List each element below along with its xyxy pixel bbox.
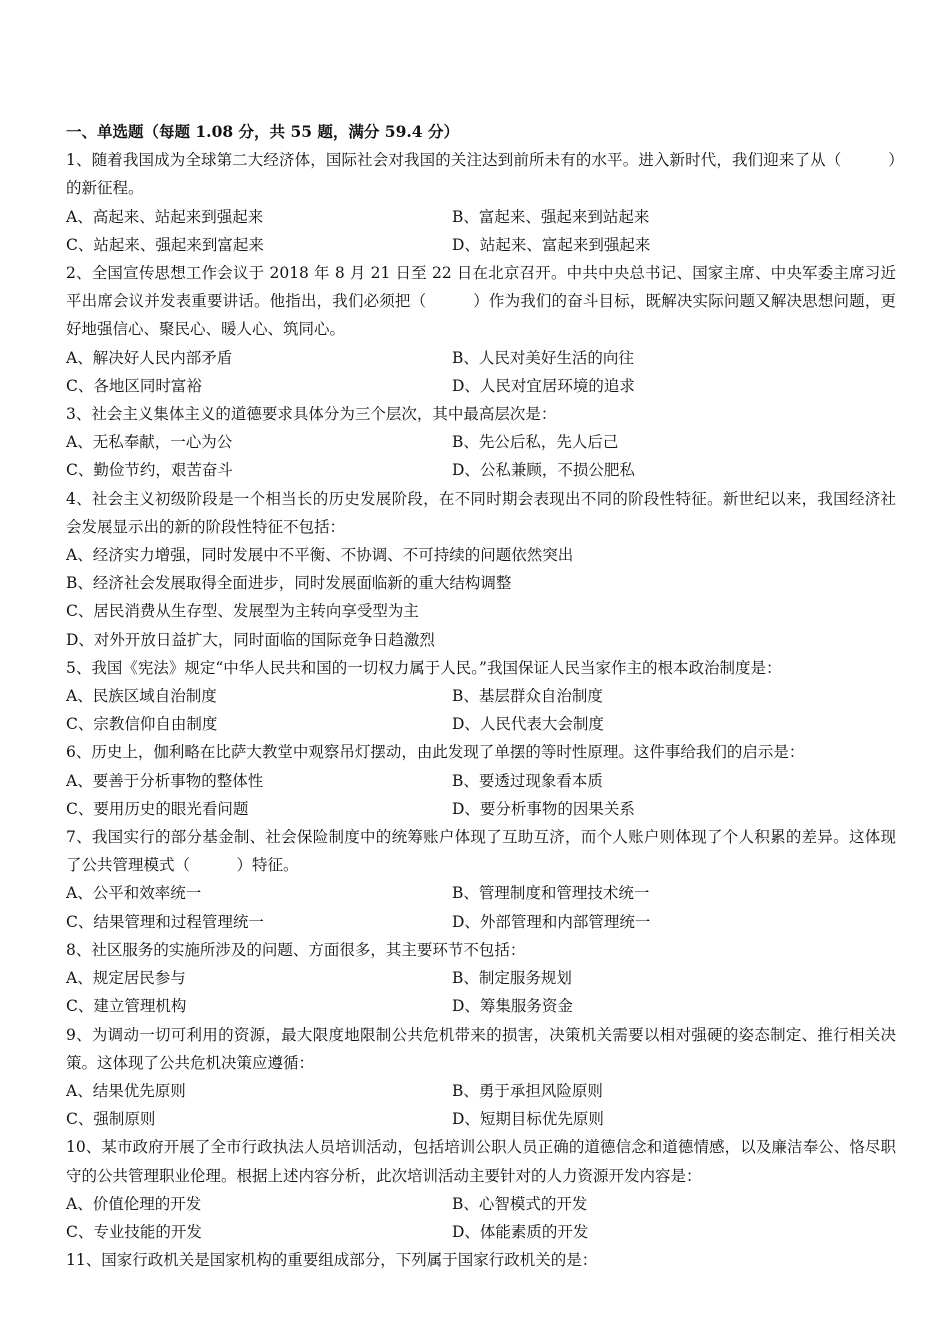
- question-6: [66, 738, 896, 823]
- option-c[interactable]: C、结果管理和过程管理统一: [66, 912, 264, 931]
- option-c[interactable]: C、要用历史的眼光看问题: [66, 799, 249, 818]
- option-d[interactable]: D、站起来、富起来到强起来: [452, 235, 651, 254]
- question-11: [66, 1246, 896, 1274]
- question-stem: 8、社区服务的实施所涉及的问题、方面很多，其主要环节不包括：: [66, 940, 526, 959]
- option-a[interactable]: A、解决好人民内部矛盾: [66, 348, 233, 367]
- option-c[interactable]: C、站起来、强起来到富起来: [66, 235, 264, 254]
- question-stem: 10、某市政府开展了全市行政执法人员培训活动，包括培训公职人员正确的道德信念和道德情感，以及廉洁奉公、恪尽职守的公共管理职业伦理。根据上述内容分析，此次培训活动主要针对的人力资源开发内容是：: [66, 1138, 896, 1185]
- option-c[interactable]: C、强制原则: [66, 1110, 156, 1129]
- option-a[interactable]: A、高起来、站起来到强起来: [66, 207, 264, 226]
- option-c[interactable]: C、各地区同时富裕: [66, 376, 202, 395]
- option-d[interactable]: D、筹集服务资金: [452, 997, 573, 1016]
- question-10: [66, 1133, 896, 1246]
- option-a[interactable]: A、无私奉献，一心为公: [66, 433, 233, 452]
- option-d[interactable]: D、外部管理和内部管理统一: [452, 912, 651, 931]
- question-stem: 2、全国宣传思想工作会议于 2018 年 8 月 21 日至 22 日在北京召开。中共中央总书记、国家主席、中央军委主席习近平出席会议并发表重要讲话。他指出，我们必须把（ ）作为我们的奋斗目标，既解决实际问题又解决思想问题，更好地强信心、聚民心、暖人心、筑同心。: [66, 264, 896, 339]
- option-b[interactable]: B、勇于承担风险原则: [452, 1081, 603, 1100]
- option-a[interactable]: A、价值伦理的开发: [66, 1194, 202, 1213]
- question-stem: 6、历史上，伽利略在比萨大教堂中观察吊灯摆动，由此发现了单摆的等时性原理。这件事给我们的启示是：: [66, 743, 805, 762]
- option-c[interactable]: C、宗教信仰自由制度: [66, 715, 218, 734]
- option-b[interactable]: B、基层群众自治制度: [452, 687, 603, 706]
- question-7: [66, 823, 896, 936]
- option-list: [66, 1190, 896, 1246]
- option-list: [66, 1077, 896, 1133]
- option-a[interactable]: A、民族区域自治制度: [66, 687, 217, 706]
- option-list: [66, 964, 896, 1020]
- option-d[interactable]: D、短期目标优先原则: [452, 1110, 604, 1129]
- option-a[interactable]: A、规定居民参与: [66, 969, 186, 988]
- option-c[interactable]: C、居民消费从生存型、发展型为主转向享受型为主: [66, 602, 419, 621]
- question-stem: 11、国家行政机关是国家机构的重要组成部分，下列属于国家行政机关的是：: [66, 1251, 598, 1270]
- option-d[interactable]: D、体能素质的开发: [452, 1222, 589, 1241]
- question-4: [66, 485, 896, 654]
- option-c[interactable]: C、建立管理机构: [66, 997, 187, 1016]
- option-list: [66, 879, 896, 935]
- option-a[interactable]: A、要善于分析事物的整体性: [66, 771, 264, 790]
- option-d[interactable]: D、对外开放日益扩大，同时面临的国际竞争日趋激烈: [66, 630, 435, 649]
- question-stem: 3、社会主义集体主义的道德要求具体分为三个层次，其中最高层次是：: [66, 405, 557, 424]
- option-b[interactable]: B、制定服务规划: [452, 969, 572, 988]
- option-d[interactable]: D、公私兼顾，不损公肥私: [452, 461, 635, 480]
- option-d[interactable]: D、要分析事物的因果关系: [452, 799, 635, 818]
- section-title: 一、单选题（每题 1.08 分，共 55 题，满分 59.4 分）: [66, 122, 459, 141]
- question-2: [66, 259, 896, 400]
- question-stem: 4、社会主义初级阶段是一个相当长的历史发展阶段，在不同时期会表现出不同的阶段性特征。新世纪以来，我国经济社会发展显示出的新的阶段性特征不包括：: [66, 489, 896, 536]
- option-c[interactable]: C、勤俭节约，艰苦奋斗: [66, 461, 233, 480]
- option-b[interactable]: B、经济社会发展取得全面进步，同时发展面临新的重大结构调整: [66, 574, 512, 593]
- option-c[interactable]: C、专业技能的开发: [66, 1222, 202, 1241]
- option-a[interactable]: A、经济实力增强，同时发展中不平衡、不协调、不可持续的问题依然突出: [66, 546, 574, 565]
- option-list: [66, 344, 896, 400]
- option-d[interactable]: D、人民对宜居环境的追求: [452, 376, 635, 395]
- question-list: [66, 146, 896, 1274]
- question-9: [66, 1021, 896, 1134]
- option-list: [66, 767, 896, 823]
- option-b[interactable]: B、先公后私，先人后己: [452, 433, 619, 452]
- question-5: [66, 654, 896, 739]
- option-a[interactable]: A、公平和效率统一: [66, 884, 202, 903]
- option-list: [66, 682, 896, 738]
- question-stem: 1、随着我国成为全球第二大经济体，国际社会对我国的关注达到前所未有的水平。进入新时代，我们迎来了从（ ）的新征程。: [66, 151, 896, 198]
- option-list: [66, 428, 896, 484]
- option-b[interactable]: B、管理制度和管理技术统一: [452, 884, 650, 903]
- question-1: [66, 146, 896, 259]
- option-list: [66, 541, 896, 654]
- question-stem: 9、为调动一切可利用的资源，最大限度地限制公共危机带来的损害，决策机关需要以相对强硬的姿态制定、推行相关决策。这体现了公共危机决策应遵循：: [66, 1025, 896, 1072]
- question-3: [66, 400, 896, 485]
- option-b[interactable]: B、要透过现象看本质: [452, 771, 603, 790]
- option-a[interactable]: A、结果优先原则: [66, 1081, 186, 1100]
- question-stem: 7、我国实行的部分基金制、社会保险制度中的统筹账户体现了互助互济，而个人账户则体现了个人积累的差异。这体现了公共管理模式（ ）特征。: [66, 828, 896, 875]
- option-list: [66, 203, 896, 259]
- exam-page: [66, 118, 896, 1274]
- option-b[interactable]: B、心智模式的开发: [452, 1194, 588, 1213]
- option-b[interactable]: B、人民对美好生活的向往: [452, 348, 634, 367]
- question-8: [66, 936, 896, 1021]
- question-stem: 5、我国《宪法》规定“中华人民共和国的一切权力属于人民。”我国保证人民当家作主的根本政治制度是：: [66, 658, 782, 677]
- option-b[interactable]: B、富起来、强起来到站起来: [452, 207, 650, 226]
- option-d[interactable]: D、人民代表大会制度: [452, 715, 604, 734]
